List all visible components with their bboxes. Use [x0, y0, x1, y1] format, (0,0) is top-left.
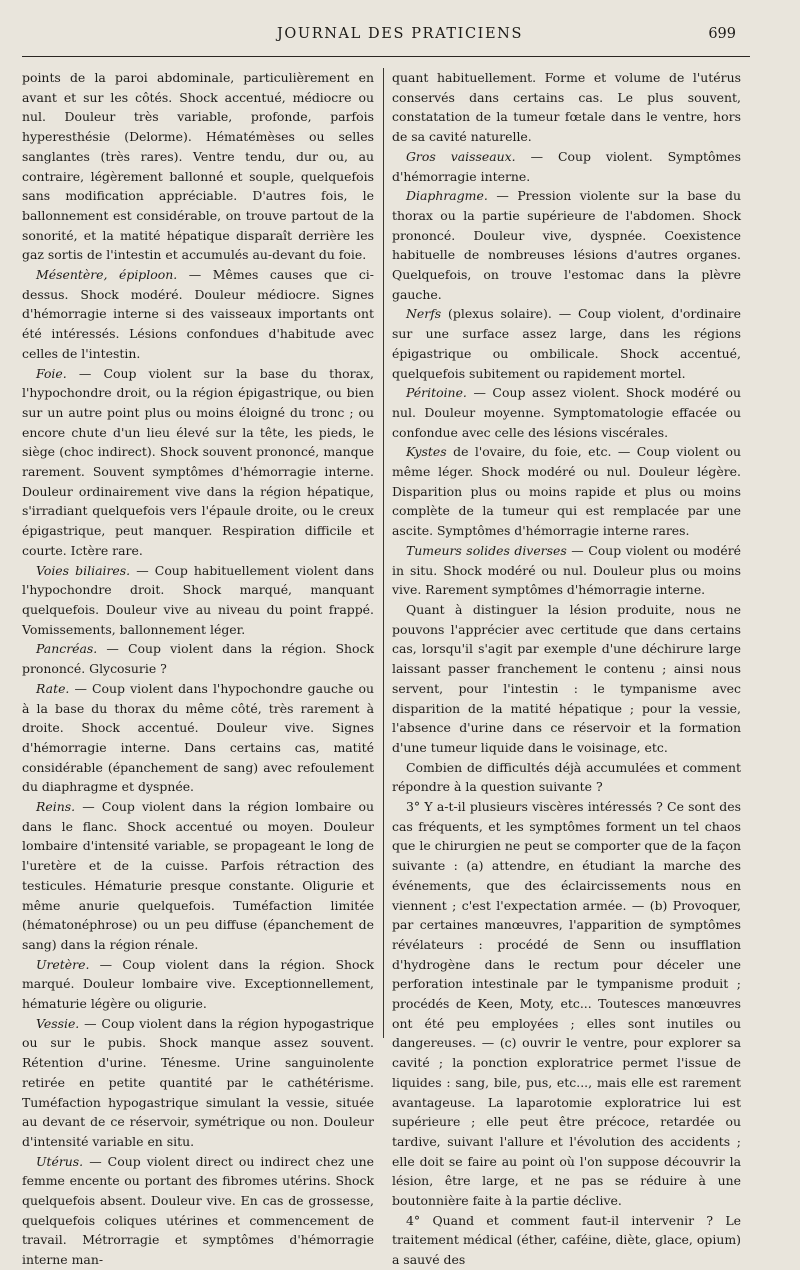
paragraph — [392, 304, 741, 383]
paragraph-text: — Mêmes causes que ci-dessus. Shock modéré. Douleur médiocre. Signes d'hémorragie interne si des vaisseaux importants ont été intéressés. Lésions confondues d'habitude avec celles de l'intestin. — [22, 267, 374, 361]
paragraph-lead: Rate. — [36, 680, 70, 696]
paragraph-text: Quant à distinguer la lésion produite, nous ne pouvons l'apprécier avec certitude que dans certains cas, lorsqu'il s'agit par exemple d'une déchirure large laissant passer franchement le contenu ; ainsi nous servent, pour l'intestin : le tympanisme avec disparition de la matité hépatique ; pour la vessie, l'absence d'urine dans ce réservoir et la formation d'une tumeur liquide dans le voisinage, etc. — [392, 601, 741, 755]
paragraph-text: — Coup violent ou modéré in situ. Shock modéré ou nul. Douleur plus ou moins vive. Rarement symptômes d'hémorragie interne. — [392, 542, 741, 598]
paragraph-lead: Kystes — [406, 444, 447, 460]
paragraph-lead: Diaphragme. — [406, 188, 488, 204]
column-divider — [383, 68, 384, 1038]
paragraph — [392, 1211, 741, 1270]
paragraph-text: points de la paroi abdominale, particulièrement en avant et sur les côtés. Shock accentué, médiocre ou nul. Douleur très variable, profonde, parfois hyperesthésie (Delorme). Hématémèses ou selles sanglantes (très rares). Ventre tendu, dur ou, au contraire, légèrement ballonné et souple, quelquefois sans modification appréciable. D'autres fois, le ballonnement est considérable, on trouve partout de la sonorité, et la matité hépatique disparaît derrière les gaz sortis de l'intestin et accumulés au-devant du foie. — [22, 70, 374, 263]
paragraph — [22, 364, 374, 561]
paragraph-lead: Gros vaisseaux. — [406, 148, 516, 164]
paragraph-lead: Uretère. — [36, 956, 90, 972]
paragraph-text: — Coup violent. Symptômes d'hémorragie interne. — [392, 148, 741, 184]
paragraph — [22, 797, 374, 955]
paragraph-text: — Coup violent sur la base du thorax, l'hypochondre droit, ou la région épigastrique, ou bien sur un autre point plus ou moins éloigné du tronc ; ou encore chute d'un lieu élevé sur la tête, les pieds, le siège (choc indirect). Shock souvent prononcé, manque rarement. Souvent symptômes d'hémorragie interne. Douleur ordinairement vive dans la région hépatique, s'irradiant quelquefois vers l'épaule droite, ou le creux épigastrique, peut manquer. Respiration difficile et courte. Ictère rare. — [22, 365, 374, 558]
paragraph-text: (plexus solaire). — Coup violent, d'ordinaire sur une surface assez large, dans les régions épigastrique ou ombilicale. Shock accentué, quelquefois subitement ou rapidement mortel. — [392, 306, 741, 381]
page-number: 699 — [708, 26, 736, 42]
paragraph-lead: Tumeurs solides diverses — [406, 542, 567, 558]
paragraph-text: 3° Y a-t-il plusieurs viscères intéressés ? Ce sont des cas fréquents, et les symptômes forment un tel chaos que le chirurgien ne peut se comporter que de la façon suivante : (a) attendre, en étudiant la marche des événements, que des éclaircissements nous en viennent ; c'est l'expectation armée. — (b) Provoquer, par certaines manœuvres, l'apparition de symptômes révélateurs : procédé de Senn ou insufflation d'hydrogène dans le rectum pour déceler une perforation intestinale par le tympanisme produit ; procédés de Keen, Moty, etc... Toutesces manœuvres ont été peu employées ; elles sont inutiles ou dangereuses. — (c) ouvrir le ventre, pour explorer sa cavité ; la ponction exploratrice permet l'issue de liquides : sang, bile, pus, etc..., mais elle est rarement avantageuse. La laparotomie exploratrice lui est supérieure ; elle peut être précoce, retardée ou tardive, suivant l'allure et l'évolution des accidents ; elle doit se faire au point où l'on suppose découvrir la lésion, être large, et ne pas se réduire à une boutonnière faite à la partie déclive. — [392, 799, 741, 1209]
paragraph-lead: Voies biliaires. — [36, 562, 131, 578]
paragraph-text: quant habituellement. Forme et volume de l'utérus conservés dans certains cas. Le plus souvent, constatation de la tumeur fœtale dans le ventre, hors de sa cavité naturelle. — [392, 70, 741, 145]
paragraph-text: de l'ovaire, du foie, etc. — Coup violent ou même léger. Shock modéré ou nul. Douleur légère. Disparition plus ou moins rapide et plus ou moins complète de la tumeur qui est remplacée par une ascite. Symptômes d'hémorragie interne rares. — [392, 444, 741, 539]
right-column — [392, 68, 741, 1268]
paragraph — [22, 68, 374, 265]
paragraph-lead: Vessie. — [36, 1015, 80, 1031]
paragraph — [22, 1014, 374, 1152]
paragraph-lead: Foie. — [36, 365, 67, 381]
running-header — [0, 26, 800, 48]
paragraph — [392, 68, 741, 147]
paragraph-text: — Coup violent direct ou indirect chez une femme encente ou portant des fibromes utérins. Shock quelquefois absent. Douleur vive. En cas de grossesse, quelquefois coliques utérines et commencement de travail. Métrorragie et symptômes d'hémorragie interne man- — [22, 1153, 374, 1268]
journal-title: JOURNAL DES PRATICIENS — [277, 26, 523, 42]
paragraph-text: Combien de difficultés déjà accumulées et comment répondre à la question suivante ? — [392, 759, 741, 795]
paragraph-lead: Pancréas. — [36, 641, 98, 657]
paragraph — [22, 561, 374, 640]
paragraph-lead: Nerfs — [406, 306, 442, 322]
paragraph — [392, 600, 741, 758]
paragraph — [22, 679, 374, 797]
paragraph-lead: Reins. — [36, 799, 76, 815]
header-rule — [22, 56, 750, 57]
paragraph — [22, 639, 374, 678]
paragraph-text: 4° Quand et comment faut-il intervenir ? Le traitement médical (éther, caféine, diète, glace, opium) a sauvé des — [392, 1212, 741, 1268]
paragraph-text: — Coup violent dans la région hypogastrique ou sur le pubis. Shock manque assez souvent. Rétention d'urine. Ténesme. Urine sanguinolente retirée en petite quantité par le cathétérisme. Tuméfaction hypogastrique simulant la vessie, située au devant de ce réservoir, symétrique ou non. Douleur d'intensité variable en situ. — [22, 1015, 374, 1149]
paragraph-text: — Coup violent dans la région. Shock marqué. Douleur lombaire vive. Exceptionnellement, hématurie légère ou oligurie. — [22, 956, 374, 1012]
paragraph — [392, 442, 741, 541]
paragraph-text: — Coup violent dans la région. Shock prononcé. Glycosurie ? — [22, 641, 374, 677]
paragraph-text: — Coup violent dans l'hypochondre gauche ou à la base du thorax du même côté, très rarement à droite. Shock accentué. Douleur vive. Signes d'hémorragie interne. Dans certains cas, matité considérable (épanchement de sang) avec refoulement du diaphragme et dyspnée. — [22, 680, 374, 795]
paragraph-lead: Mésentère, épiploon. — [36, 267, 178, 283]
paragraph — [392, 186, 741, 304]
paragraph — [22, 955, 374, 1014]
paragraph — [22, 1152, 374, 1270]
paragraph-text: — Coup assez violent. Shock modéré ou nul. Douleur moyenne. Symptomatologie effacée ou confondue avec celle des lésions viscérales. — [392, 385, 741, 440]
paragraph-lead: Utérus. — [36, 1153, 84, 1169]
paragraph — [392, 797, 741, 1211]
paragraph-text: — Coup habituellement violent dans l'hypochondre droit. Shock marqué, manquant quelquefois. Douleur vive au niveau du point frappé. Vomissements, ballonnement léger. — [22, 562, 374, 637]
paragraph-text: — Pression violente sur la base du thorax ou la partie supérieure de l'abdomen. Shock prononcé. Douleur vive, dyspnée. Coexistence habituelle de nombreuses lésions d'autres organes. Quelquefois, on trouve l'estomac dans la plèvre gauche. — [392, 188, 741, 302]
paragraph — [392, 383, 741, 442]
left-column — [22, 68, 374, 1268]
paragraph-text: — Coup violent dans la région lombaire ou dans le flanc. Shock accentué ou moyen. Douleur lombaire d'intensité variable, se propageant le long de l'uretère et de la cuisse. Parfois rétraction des testicules. Hématurie presque constante. Oligurie et même anurie quelquefois. Tuméfaction limitée (hématonéphrose) ou un peu diffuse (épanchement de sang) dans la région rénale. — [22, 799, 374, 952]
paragraph — [392, 147, 741, 186]
paragraph-lead: Péritoine. — [406, 385, 467, 401]
paragraph — [22, 265, 374, 364]
paragraph — [392, 758, 741, 797]
paragraph — [392, 541, 741, 600]
